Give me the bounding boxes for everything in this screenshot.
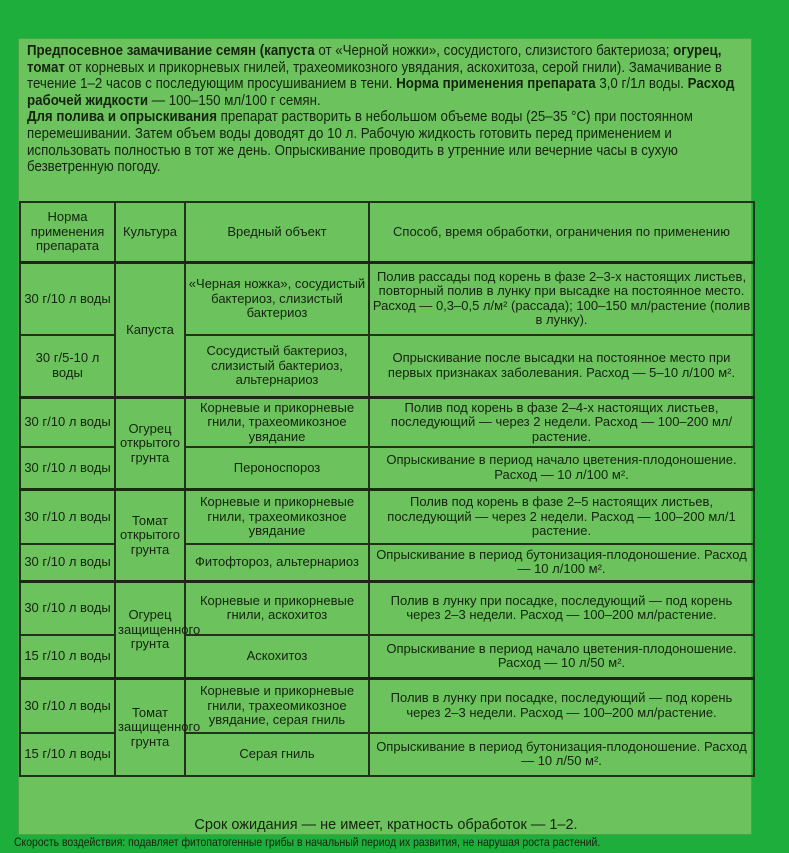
culture-cell: Огурец открытого грунта: [115, 398, 185, 490]
table-row: [20, 398, 754, 447]
text: препарат растворить в небольшом объеме воды (25–35 °С) при постоянном перемешивании. Затем объем воды доводят до 10 л. Рабочую жидкость готовить перед применением и использовать полностью в тот же день. Опрыскивание проводить в утренние или вечерние часы в сухую безветренную погоду.: [27, 109, 693, 176]
target-cell: Сосудистый бактериоз, слизистый бактериоз, альтернариоз: [185, 335, 369, 398]
method-cell: Опрыскивание в период начало цветения-плодоношение. Расход — 10 л/50 м².: [369, 635, 754, 679]
target-cell: Корневые и прикорневые гнили, трахеомикозное увядание: [185, 398, 369, 447]
instructions-panel: [18, 38, 752, 835]
method-cell: Опрыскивание в период бутонизация-плодоношение. Расход — 10 л/100 м².: [369, 544, 754, 582]
bold-text: Предпосевное замачивание семян (капуста: [27, 43, 315, 59]
watering-paragraph: [27, 109, 745, 175]
method-cell: Опрыскивание в период начало цветения-плодоношение. Расход — 10 л/100 м².: [369, 447, 754, 490]
header-culture: Культура: [115, 202, 185, 263]
method-cell: Полив рассады под корень в фазе 2–3-х настоящих листьев, повторный полив в лунку при высадке на постоянное место. Расход — 0,3–0,5 л/м² (рассада); 100–150 мл/растение (полив в лунку).: [369, 263, 754, 335]
seed-soaking-paragraph: [27, 43, 745, 109]
method-cell: Опрыскивание после высадки на постоянное место при первых признаках заболевания. Расход — 5–10 л/100 м².: [369, 335, 754, 398]
table-header: [20, 202, 754, 263]
text: от корневых и прикорневых гнилей, трахеомикозного увядания, аскохитоза, серой гнили). Замачивание в течение 1–2 часов с последующим просушиванием в тени.: [27, 59, 723, 93]
norm-cell: 30 г/5-10 л воды: [20, 335, 115, 398]
header-target: Вредный объект: [185, 202, 369, 263]
application-table: [19, 201, 755, 777]
bold-text: Расход рабочей жидкости: [27, 76, 735, 109]
target-cell: Корневые и прикорневые гнили, трахеомикозное увядание: [185, 490, 369, 544]
intro-text: [27, 43, 745, 176]
norm-cell: 30 г/10 л воды: [20, 544, 115, 582]
method-cell: Полив под корень в фазе 2–4-х настоящих листьев, последующий — через 2 недели. Расход — 100–200 мл/растение.: [369, 398, 754, 447]
norm-cell: 30 г/10 л воды: [20, 490, 115, 544]
target-cell: Пероноспороз: [185, 447, 369, 490]
action-speed-note: Скорость воздействия: подавляет фитопатогенные грибы в начальный период их развития, не нарушая роста растений.: [14, 836, 601, 849]
bold-text: Для полива и опрыскивания: [27, 109, 217, 126]
table-row: [20, 263, 754, 335]
table-row: [20, 490, 754, 544]
header-norm: Норма применения препарата: [20, 202, 115, 263]
norm-cell: 30 г/10 л воды: [20, 582, 115, 635]
method-cell: Полив в лунку при посадке, последующий — под корень через 2–3 недели. Расход — 100–200 мл/растение.: [369, 582, 754, 635]
method-cell: Полив под корень в фазе 2–5 настоящих листьев, последующий — через 2 недели. Расход — 100–200 мл/1 растение.: [369, 490, 754, 544]
norm-cell: 15 г/10 л воды: [20, 635, 115, 679]
text: — 100–150 мл/100 г семян.: [148, 92, 321, 109]
table-row: [20, 582, 754, 635]
method-cell: Опрыскивание в период бутонизация-плодоношение. Расход — 10 л/50 м².: [369, 733, 754, 776]
norm-cell: 30 г/10 л воды: [20, 263, 115, 335]
target-cell: «Черная ножка», сосудистый бактериоз, слизистый бактериоз: [185, 263, 369, 335]
culture-cell: Томат открытого грунта: [115, 490, 185, 582]
target-cell: Серая гниль: [185, 733, 369, 776]
target-cell: Корневые и прикорневые гнили, аскохитоз: [185, 582, 369, 635]
target-cell: Фитофтороз, альтернариоз: [185, 544, 369, 582]
norm-cell: 30 г/10 л воды: [20, 398, 115, 447]
bold-text: Норма применения препарата: [396, 76, 596, 93]
waiting-period-note: Срок ожидания — не имеет, кратность обработок — 1–2.: [194, 817, 578, 833]
header-method: Способ, время обработки, ограничения по применению: [369, 202, 754, 263]
target-cell: Аскохитоз: [185, 635, 369, 679]
target-cell: Корневые и прикорневые гнили, трахеомикозное увядание, серая гниль: [185, 679, 369, 733]
culture-cell: Капуста: [115, 263, 185, 398]
culture-cell: Томат защищенного грунта: [115, 679, 185, 776]
table-row: [20, 679, 754, 733]
norm-cell: 15 г/10 л воды: [20, 733, 115, 776]
norm-cell: 30 г/10 л воды: [20, 447, 115, 490]
text: от «Черной ножки», сосудистого, слизистого бактериоза;: [314, 43, 674, 59]
text: 3,0 г/1л воды.: [595, 76, 688, 93]
method-cell: Полив в лунку при посадке, последующий — под корень через 2–3 недели. Расход — 100–200 мл/растение.: [369, 679, 754, 733]
bold-text: огурец, томат: [27, 43, 722, 76]
culture-cell: Огурец защищенного грунта: [115, 582, 185, 679]
norm-cell: 30 г/10 л воды: [20, 679, 115, 733]
